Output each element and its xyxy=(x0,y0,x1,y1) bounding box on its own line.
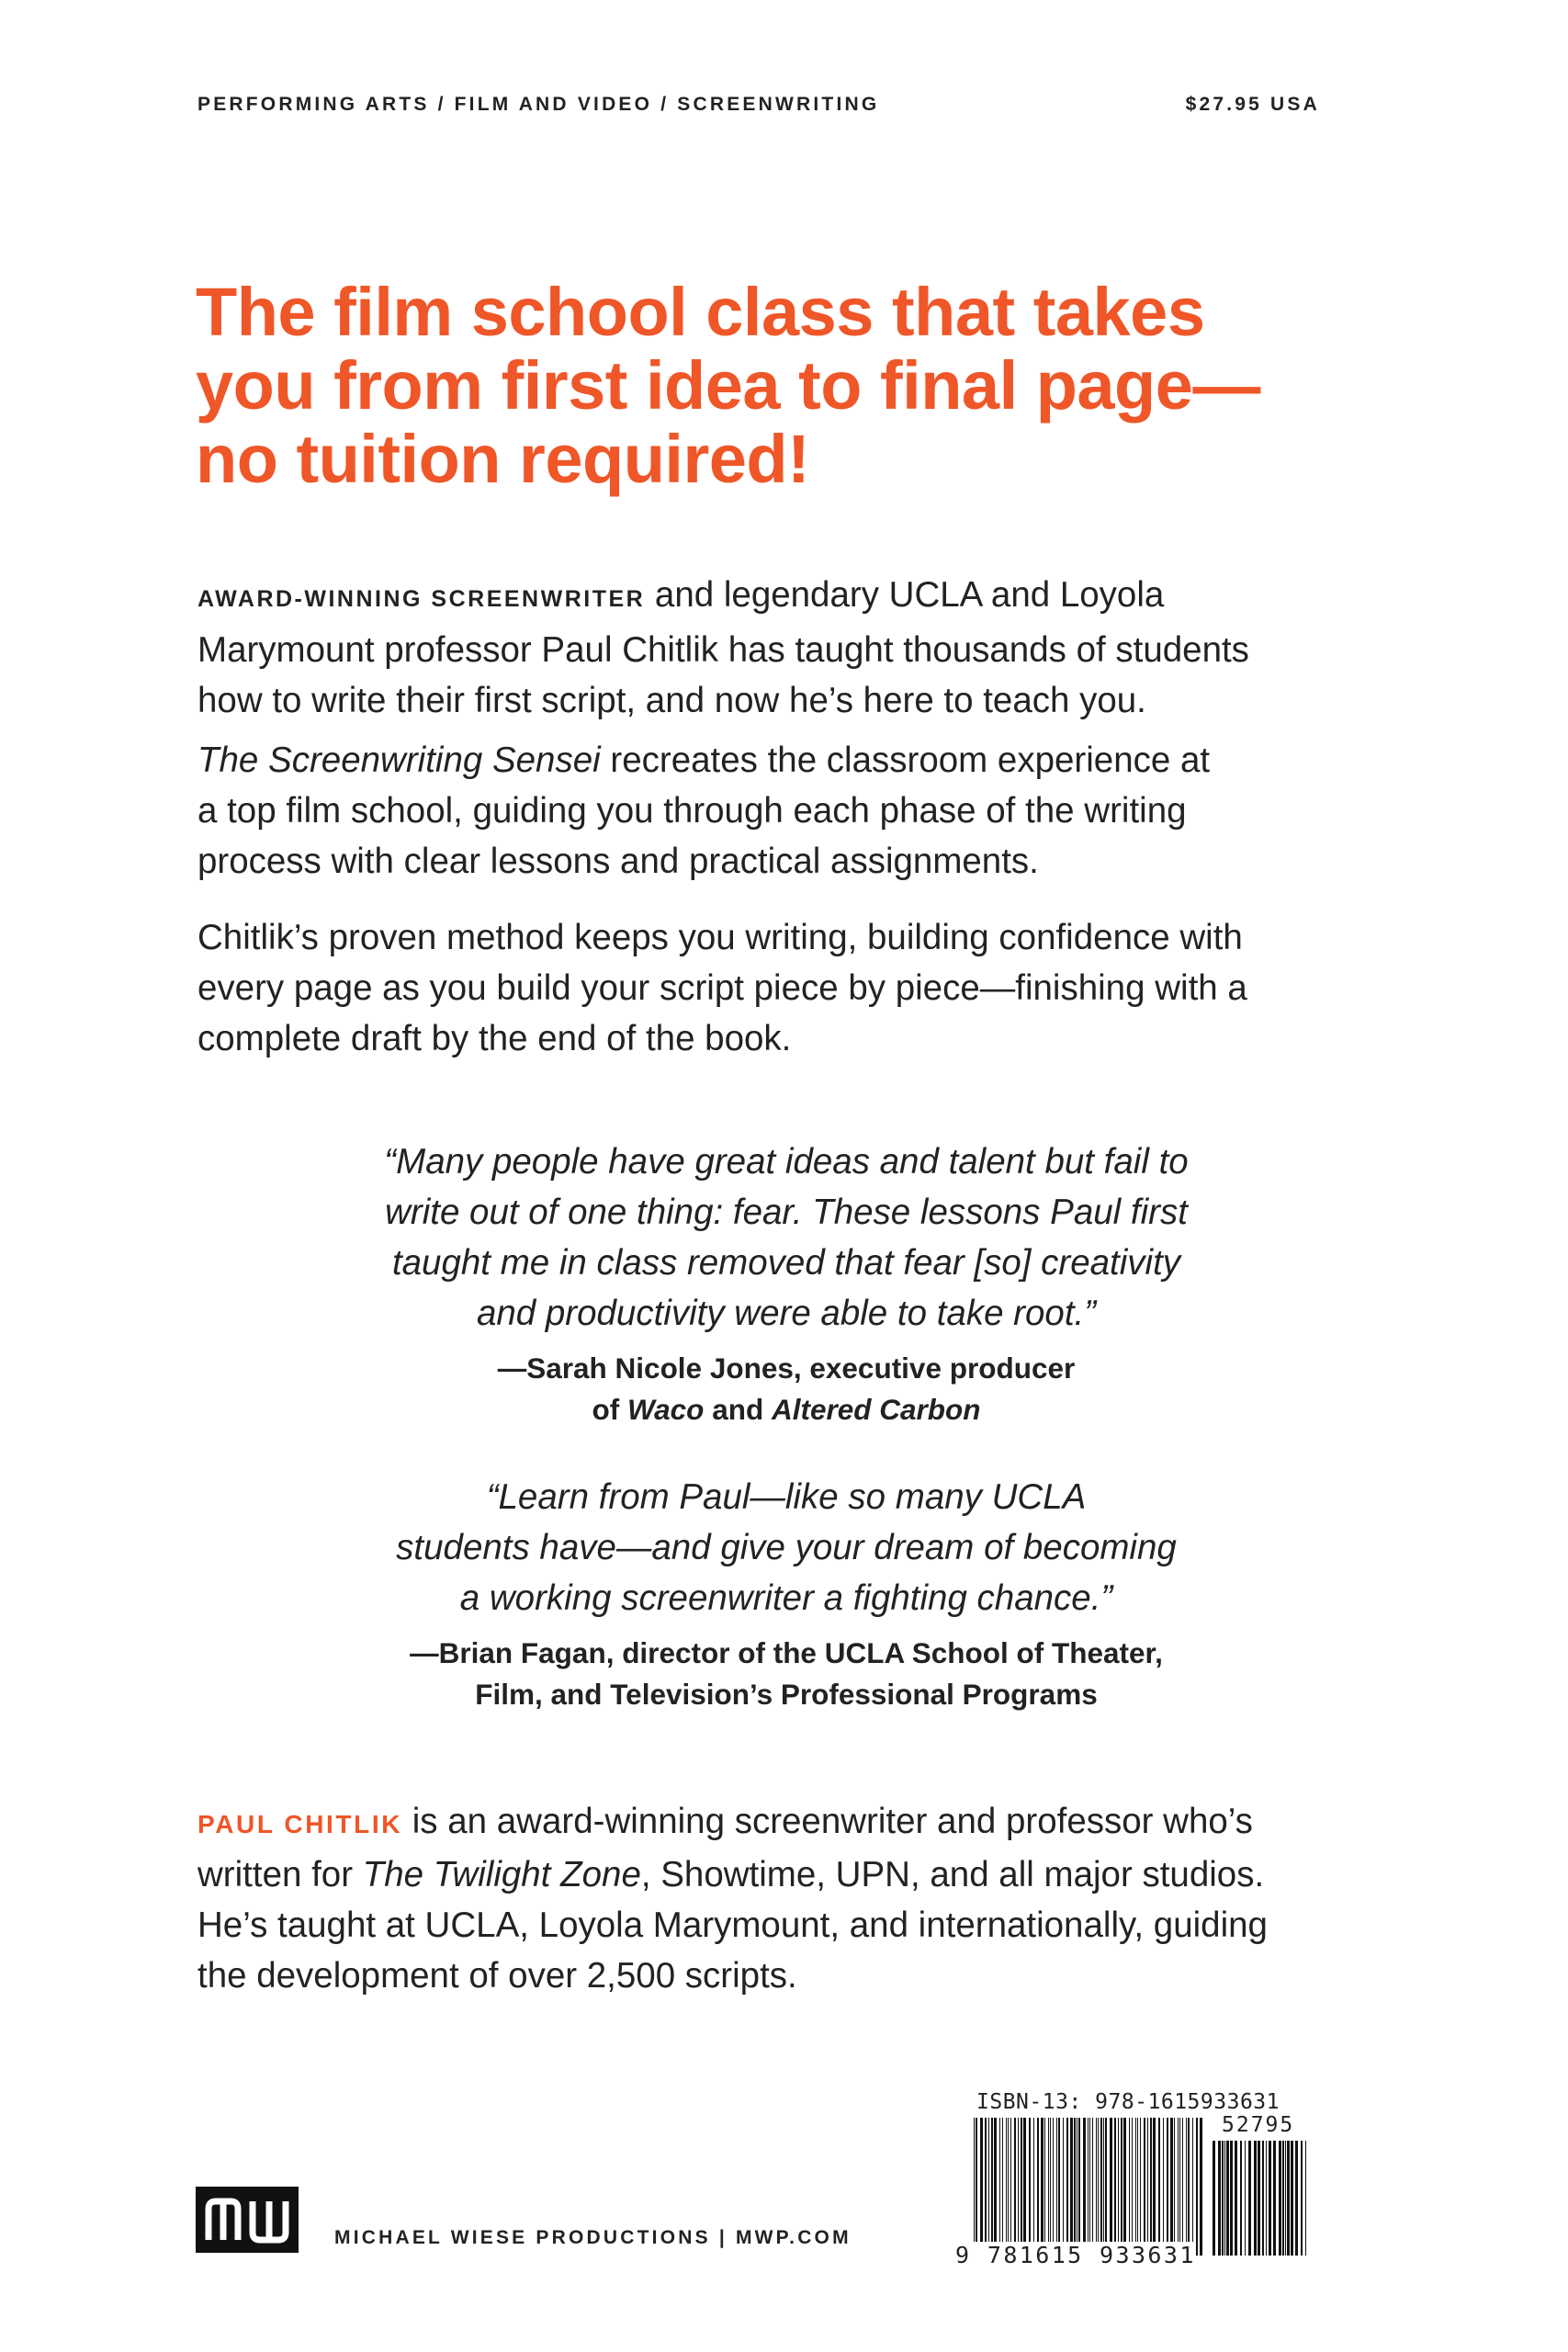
barcode-addon-icon xyxy=(1213,2141,1309,2256)
description-line: how to write their first script, and now he’s here to teach you. xyxy=(197,681,1146,720)
description-line: process with clear lessons and practical assignments. xyxy=(197,842,1039,881)
description-line xyxy=(197,735,1346,786)
barcode-main-icon xyxy=(974,2118,1203,2256)
description-paragraph-1 xyxy=(197,570,1346,726)
isbn-label: ISBN-13: 978-1615933631 xyxy=(976,2090,1280,2114)
attribution-line: —Sarah Nicole Jones, executive producer xyxy=(497,1351,1076,1385)
quote-line: and productivity were able to take root.” xyxy=(476,1294,1097,1333)
attribution-text: and xyxy=(704,1393,772,1426)
description-line xyxy=(197,570,1346,625)
publisher-line: MICHAEL WIESE PRODUCTIONS | MWP.COM xyxy=(334,2227,852,2248)
testimonial-quote-1 xyxy=(0,1136,1568,1339)
description-line: a top film school, guiding you through each phase of the writing xyxy=(197,791,1187,831)
description-text: and legendary UCLA and Loyola xyxy=(645,575,1165,615)
headline-line: you from first idea to final page— xyxy=(196,347,1260,424)
description-line: Chitlik’s proven method keeps you writing, building confidence with xyxy=(197,918,1243,957)
author-name: PAUL CHITLIK xyxy=(197,1810,403,1838)
quote-line: students have—and give your dream of becoming xyxy=(396,1528,1177,1567)
quote-line: write out of one thing: fear. These lessons Paul first xyxy=(385,1193,1188,1232)
publisher-logo xyxy=(196,2187,299,2253)
bio-line xyxy=(197,1796,1346,1849)
show-title: Altered Carbon xyxy=(771,1393,981,1426)
testimonial-quote-2 xyxy=(0,1472,1568,1623)
attribution-line: Film, and Television’s Professional Programs xyxy=(475,1678,1098,1711)
description-paragraph-2 xyxy=(197,735,1346,887)
bio-text: written for xyxy=(197,1855,363,1894)
barcode-digits: 9 781615 933631 xyxy=(955,2242,1196,2268)
book-title: The Screenwriting Sensei xyxy=(197,741,601,780)
description-line: every page as you build your script piece by piece—finishing with a xyxy=(197,968,1247,1008)
testimonial-attribution-2 xyxy=(0,1633,1568,1715)
description-line: complete draft by the end of the book. xyxy=(197,1019,792,1058)
barcode-addon-number: 52795 xyxy=(1222,2113,1295,2137)
quote-line: “Many people have great ideas and talent but fail to xyxy=(384,1142,1189,1182)
author-bio xyxy=(197,1796,1346,2001)
description-paragraph-3 xyxy=(197,912,1346,1064)
description-line: Marymount professor Paul Chitlik has taught thousands of students xyxy=(197,630,1249,670)
category-label: PERFORMING ARTS / FILM AND VIDEO / SCREENWRITING xyxy=(197,94,880,115)
quote-line: taught me in class removed that fear [so] creativity xyxy=(391,1243,1181,1283)
bio-text: is an award-winning screenwriter and professor who’s xyxy=(402,1802,1253,1841)
attribution-line xyxy=(5,1389,1568,1430)
price-label: $27.95 USA xyxy=(1185,94,1320,115)
attribution-line: —Brian Fagan, director of the UCLA School of Theater, xyxy=(410,1636,1163,1669)
quote-line: a working screenwriter a fighting chance.” xyxy=(459,1578,1113,1618)
description-text: recreates the classroom experience at xyxy=(600,741,1211,780)
headline xyxy=(196,276,1325,496)
bio-line: He’s taught at UCLA, Loyola Marymount, and internationally, guiding xyxy=(197,1905,1268,1945)
testimonial-attribution-1 xyxy=(0,1348,1568,1430)
bio-line xyxy=(197,1849,1346,1900)
headline-line: no tuition required! xyxy=(196,421,810,497)
bio-line: the development of over 2,500 scripts. xyxy=(197,1956,797,1996)
bio-text: , Showtime, UPN, and all major studios. xyxy=(640,1855,1265,1894)
headline-line: The film school class that takes xyxy=(196,274,1205,350)
attribution-text: of xyxy=(592,1393,627,1426)
show-title: Waco xyxy=(626,1393,705,1426)
show-title: The Twilight Zone xyxy=(362,1855,641,1894)
lead-in: AWARD-WINNING SCREENWRITER xyxy=(197,586,646,612)
quote-line: “Learn from Paul—like so many UCLA xyxy=(486,1477,1087,1517)
